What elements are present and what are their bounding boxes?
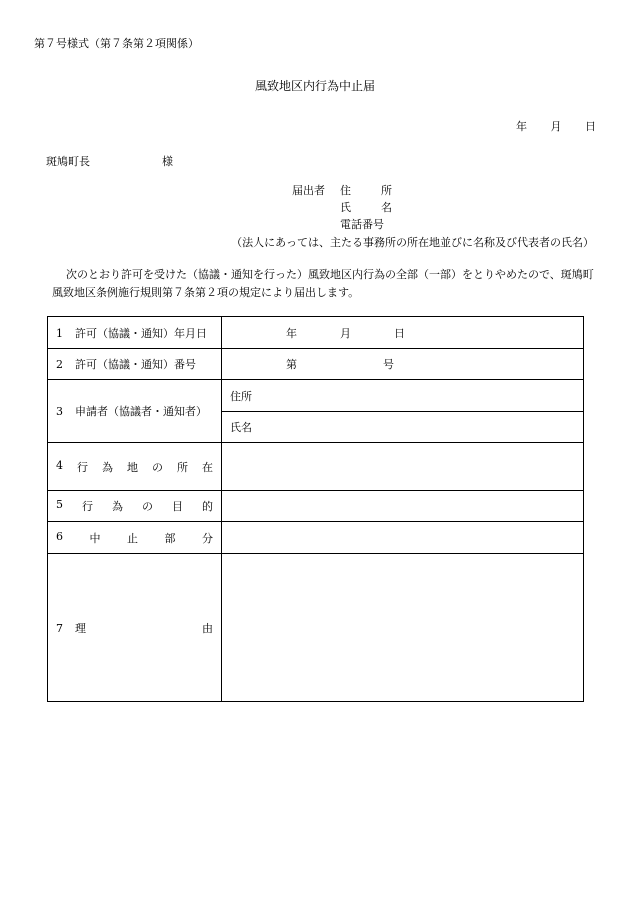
row3-address-label: 住所 (230, 389, 252, 403)
addressee-name: 斑鳩町長 (46, 155, 90, 168)
form-number: 第７号様式（第７条第２項関係） (34, 37, 199, 50)
row1-value[interactable]: 年 月 日 (222, 317, 584, 349)
row2-label: 2 許可（協議・通知）番号 (48, 349, 222, 380)
addressee-honorific: 様 (162, 155, 173, 168)
table-row (48, 554, 584, 702)
table-row (48, 491, 584, 522)
row5-label: 5 行 為 の 目 的 (48, 491, 222, 522)
applicant-name-label: 氏 名 (340, 201, 392, 214)
row5-value[interactable] (222, 491, 584, 522)
row6-value[interactable] (222, 522, 584, 554)
row6-label: 6 中 止 部 分 (48, 522, 222, 554)
row3-address-field[interactable] (222, 380, 584, 412)
applicant-block (292, 182, 392, 233)
row3-name-label: 氏名 (230, 421, 252, 434)
row2-value[interactable]: 第 号 (222, 349, 584, 380)
row4-label: 4 行 為 地 の 所 在 (48, 443, 222, 491)
form-table (47, 316, 584, 702)
date-day: 日 (585, 120, 596, 133)
date-month: 月 (550, 120, 562, 133)
row4-value[interactable] (222, 443, 584, 491)
table-row (48, 522, 584, 554)
date-line (496, 118, 596, 134)
table-row (48, 380, 584, 412)
row7-label: 7 理 由 (48, 554, 222, 702)
corporation-note: （法人にあっては、主たる事務所の所在地並びに名称及び代表者の氏名） (231, 236, 594, 249)
document-title: 風致地区内行為中止届 (254, 79, 375, 93)
row1-label: 1 許可（協議・通知）年月日 (48, 317, 222, 349)
date-year: 年 (516, 120, 527, 133)
applicant-phone-label: 電話番号 (340, 218, 384, 231)
table-row (48, 317, 584, 349)
table-row (48, 443, 584, 491)
addressee (46, 153, 173, 169)
body-text: 次のとおり許可を受けた（協議・通知を行った）風致地区内行為の全部（一部）をとりやめたので、斑鳩町風致地区条例施行規則第７条第２項の規定により届出します。 (52, 268, 594, 299)
row7-value[interactable] (222, 554, 584, 702)
applicant-address-label: 住 所 (340, 184, 392, 197)
table-row (48, 349, 584, 380)
row3-name-field[interactable] (222, 412, 584, 443)
row3-label: 3 申請者（協議者・通知者） (48, 380, 222, 443)
applicant-label: 届出者 (292, 184, 325, 197)
